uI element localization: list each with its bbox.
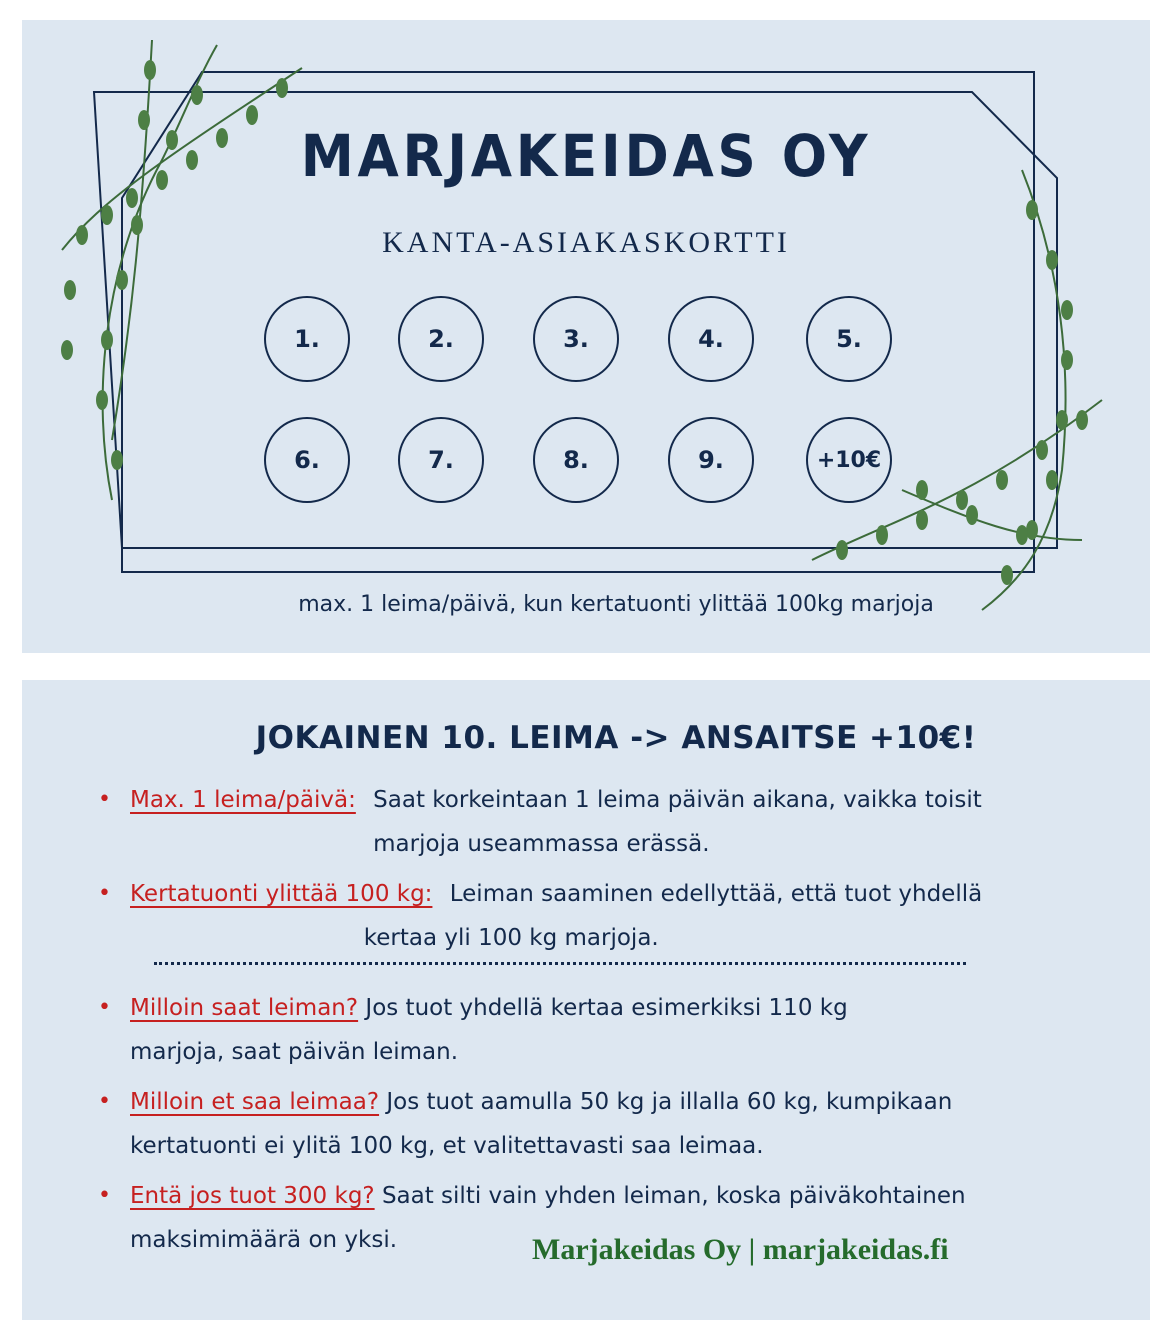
leaf-branch-icon	[62, 40, 302, 500]
faq-item	[98, 1080, 1062, 1168]
faq-text: Jos tuot aamulla 50 kg ja illalla 60 kg, kumpikaan	[386, 1089, 953, 1115]
card-subtitle: KANTA-ASIAKASKORTTI	[382, 226, 790, 259]
stamp-rule-note: max. 1 leima/päivä, kun kertatuonti ylittää 100kg marjoja	[298, 592, 934, 617]
stamp-slot: 3.	[533, 296, 619, 382]
faq-text-cont: maksimimäärä on yksi.	[130, 1227, 398, 1253]
faq-label: Milloin saat leiman?	[130, 995, 359, 1021]
faq-label: Entä jos tuot 300 kg?	[130, 1183, 375, 1209]
stamp-slot: 7.	[398, 417, 484, 503]
stamp-slot: 1.	[264, 296, 350, 382]
faq-text-cont: marjoja, saat päivän leiman.	[130, 1039, 459, 1065]
stamp-slot: 5.	[806, 296, 892, 382]
rule-item	[98, 778, 1023, 866]
bullet-icon: •	[98, 881, 111, 906]
company-title: MARJAKEIDAS OY	[300, 122, 872, 190]
rule-text: Saat korkeintaan 1 leima päivän aikana, vaikka toisit	[373, 787, 982, 813]
reward-headline: JOKAINEN 10. LEIMA -> ANSAITSE +10€!	[255, 720, 977, 756]
rule-text-cont: marjoja useammassa erässä.	[373, 831, 710, 857]
bullet-icon: •	[98, 1183, 111, 1208]
faq-label: Milloin et saa leimaa?	[130, 1089, 380, 1115]
stamp-slot: 8.	[533, 417, 619, 503]
rule-label: Max. 1 leima/päivä:	[130, 787, 356, 813]
rule-text: Leiman saaminen edellyttää, että tuot yhdellä	[449, 881, 983, 907]
bullet-icon: •	[98, 787, 111, 812]
company-footer: Marjakeidas Oy | marjakeidas.fi	[532, 1233, 949, 1266]
faq-item	[98, 986, 1022, 1074]
rule-text-cont: kertaa yli 100 kg marjoja.	[363, 925, 659, 951]
rule-label: Kertatuonti ylittää 100 kg:	[130, 881, 433, 907]
rule-item	[98, 872, 1050, 960]
stamp-slot: 9.	[668, 417, 754, 503]
stamp-slot: 6.	[264, 417, 350, 503]
stamp-slot: 2.	[398, 296, 484, 382]
loyalty-card-back	[22, 680, 1150, 1320]
stamp-slot-reward: +10€	[806, 417, 892, 503]
loyalty-card-front	[22, 20, 1150, 653]
faq-text-cont: kertatuonti ei ylitä 100 kg, et valitettavasti saa leimaa.	[130, 1133, 764, 1159]
faq-text: Jos tuot yhdellä kertaa esimerkiksi 110 kg	[365, 995, 848, 1021]
stamp-slot: 4.	[668, 296, 754, 382]
faq-text: Saat silti vain yhden leiman, koska päiväkohtainen	[381, 1183, 966, 1209]
dotted-divider	[154, 962, 966, 965]
bullet-icon: •	[98, 1089, 111, 1114]
bullet-icon: •	[98, 995, 111, 1020]
